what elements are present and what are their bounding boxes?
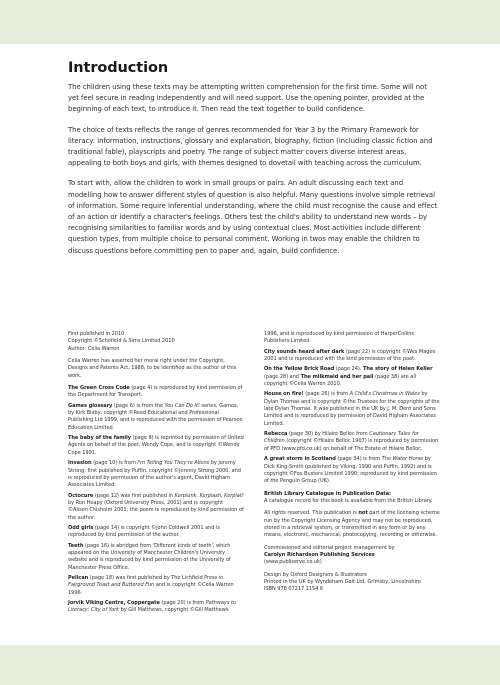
isbn: ISBN 978 07217 1154 6 (264, 586, 324, 593)
intro-paragraph-2: The choice of texts reflects the range of genres recommended for Year 3 by the Primary Framework for literacy: information, instructions, glossary and explanation, biography, fiction (including classic fiction and traditional fable), playscripts and poetry. The range of subject matter covers diverse interest areas, appealing to both boys and girls, with themes designed to dovetail with teaching across the curriculum. (68, 125, 433, 168)
acknowledgement-continued: 1996, and is reproduced by kind permission of HarperCollins Publishers Limited. (264, 331, 415, 345)
acknowledgement-text: (page 28) and (264, 373, 301, 380)
copyright-column-left (68, 331, 244, 618)
acknowledgement-text: (page 6) is from the (112, 402, 165, 409)
acknowledgement-source: Cautionary Tales for Children (264, 431, 419, 445)
acknowledgement-title: Rebecca (264, 431, 288, 438)
acknowledgement-text: (page 24), (334, 366, 363, 373)
acknowledgement-text: (page 18) was first published by The Lichfield Press in (88, 574, 224, 581)
commission-name: Carolyn Richardson Publishing Services (264, 551, 375, 558)
acknowledgement-title: Teeth (68, 542, 84, 549)
acknowledgement (68, 575, 244, 597)
acknowledgement (264, 391, 440, 428)
copyright-line: Copyright ©Schofield & Sims Limited 2010 (68, 338, 175, 345)
acknowledgement-text: (page 14) is copyright ©John Coldwell 2001 and is reproduced by kind permission of the author. (68, 524, 220, 539)
acknowledgement (264, 349, 440, 364)
acknowledgement-source: Kerplunk, Kerplash, Kerplat! (174, 492, 244, 499)
acknowledgement (68, 460, 244, 489)
acknowledgement (68, 385, 244, 400)
author-line: Author: Celia Warren (68, 345, 120, 352)
acknowledgement-source: A Child's Christmas in Wales (349, 391, 420, 398)
acknowledgement (68, 543, 244, 572)
acknowledgement-title: Jorvik Viking Centre, Coppergate (68, 600, 160, 606)
acknowledgement-title: Odd girls (68, 524, 94, 531)
catalogue-text: A catalogue record for this book is available from the British Library. (264, 497, 433, 504)
acknowledgement-title: The Green Cross Code (68, 385, 130, 392)
acknowledgement-title: The milkmaid and her pail (300, 373, 374, 380)
acknowledgement-title: A great storm in Scotland (264, 456, 336, 463)
acknowledgement-text: by Ron Heapy (Oxford University Press, 2001) and is copyright ©Alison Chisholm 2001; the poem is reproduced by kind permission of the author. (68, 499, 244, 521)
acknowledgement-text: by Gill Matthews, copyright ©Gill Matthews (119, 607, 229, 614)
acknowledgement-title: Games glossary (68, 402, 113, 409)
rights-text: All rights reserved. This publication is (264, 510, 359, 517)
introduction-section (68, 60, 438, 266)
acknowledgement-text: by Jeremy Strong, first published by Puffin, copyright ©Jeremy Strong 2000, and is reproduced by permission of the author's agent, David Higham Associates Limited. (68, 460, 241, 489)
acknowledgement-text: series, Games, by Kirk Bixby, copyright ©Reed Educational and Professional Publishing Ltd 1999, and is reproduced with the permission of Pearson Education Limited. (68, 402, 243, 431)
acknowledgement-text: (page 4) is reproduced by kind permission of the Department for Transport. (68, 385, 243, 399)
acknowledgement-text: (page 38) are all copyright ©Celia Warren 2010. (264, 373, 417, 388)
acknowledgement-text: and is copyright ©Celia Warren 1996. (68, 582, 234, 596)
top-color-band (0, 0, 500, 44)
bottom-color-band (0, 645, 500, 685)
acknowledgement-text: (page 8) is reprinted by permission of United Agents on behalf of the poet, Wendy Cope, and is copyright ©Wendy Cope 1991. (68, 435, 244, 456)
acknowledgement (264, 456, 440, 485)
acknowledgement-source: I'm Telling You They're Aliens (137, 460, 210, 467)
acknowledgement-title: The story of Helen Keller (362, 366, 433, 373)
copyright-section (68, 331, 440, 618)
acknowledgement-text: (page 12) was first published in (93, 492, 175, 499)
acknowledgement-source: You Can Do It! (164, 402, 200, 409)
acknowledgement-text: (page 22) is copyright ©Wes Magee 2001 and is reproduced with the kind permission of the poet. (264, 348, 436, 363)
acknowledgement-text: (page 20) is from (159, 600, 206, 606)
catalogue-heading: British Library Catalogue in Publication Data: (264, 490, 391, 497)
acknowledgement-text: (page 34) is from (335, 456, 382, 463)
publication-info (68, 331, 244, 353)
acknowledgement (68, 493, 244, 522)
project-management-info (264, 545, 440, 567)
acknowledgement (264, 366, 440, 388)
catalogue-info (264, 491, 440, 506)
acknowledgement-title: Invasion (68, 460, 92, 467)
acknowledgement-text: (page 26) is from (303, 391, 350, 398)
commission-website: (www.publiserve.co.uk) (264, 559, 322, 566)
acknowledgement-text: (page 10) is from (91, 460, 138, 467)
acknowledgement-source: Fairground Toast and Buttered Fun (68, 582, 155, 589)
acknowledgement-text: by Dick King-Smith (published by Viking, 1990 and Puffin, 1992) and is copyright ©Fox Busters Limited 1990; reproduced by kind permission of the Penguin Group (UK). (264, 456, 437, 485)
acknowledgement-text: by Dylan Thomas and is copyright ©the Trustees for the copyrights of the late Dylan Thomas. It was published in the UK by J. M. Dent and Sons Limited and is reproduced by permission of David Higham Associates Limited. (264, 391, 440, 427)
acknowledgement-source: Pathways to Literacy: City of York (68, 600, 236, 614)
acknowledgement-title: Octocure (68, 492, 94, 499)
acknowledgement-title: House on fire! (264, 391, 304, 398)
intro-paragraph-1: The children using these texts may be attempting written comprehension for the first time. Some will not yet feel secure in reading independently and will need support. Use the opening pointer, provided at the beginning of each text, to introduce it. Then read the text together to build confidence. (68, 83, 427, 114)
acknowledgement (264, 431, 440, 453)
acknowledgement-title: City sounds heard after dark (264, 348, 345, 355)
acknowledgement-text: (page 16) is abridged from 'Different kinds of teeth', which appeared on the University of Manchester Children's University website and is reproduced by kind permission of the University of Manchester Press Office. (68, 542, 231, 571)
printer-credit: Printed in the UK by Wyndeham Gait Ltd, Grimsby, Lincolnshire (264, 578, 421, 585)
copyright-column-right (264, 331, 440, 618)
acknowledgement (68, 525, 244, 540)
first-published: First published in 2010 (68, 331, 125, 337)
acknowledgement-title: Pelican (68, 574, 89, 581)
page-title: Introduction (68, 60, 169, 76)
design-credit: Design by Oxford Designers & Illustrators (264, 571, 367, 578)
acknowledgement-title: On the Yellow Brick Road (264, 366, 335, 373)
acknowledgement (68, 435, 244, 457)
rights-text: part of the licensing scheme run by the Copyright Licensing Agency and may not be reproduced, stored in a retrieval system, or transmitted in any form or by any means, electronic, mechanical, photocopying, recording or otherwise. (264, 510, 440, 539)
acknowledgement-text: (copyright ©Hilaire Belloc 1907) is reproduced by permission of PFD (www.pfd.co.uk) on behalf of The Estate of Hilaire Belloc. (264, 438, 439, 452)
acknowledgement (68, 403, 244, 432)
commission-line: Commissioned and editorial project management by (264, 544, 395, 551)
acknowledgement-text: (page 30) by Hilaire Belloc from (287, 431, 370, 438)
acknowledgement (68, 600, 244, 615)
intro-paragraph-3: To start with, allow the children to work in small groups or pairs. An adult discussing each text and modelling how to answer different styles of question is also helpful. Many questions involve simple retrieval of information. Some require inferential understanding, where the child must recognise the cause and effect of an action or identify a character's feelings. Others test the child's ability to understand new words – by recognising similarities to familiar words and by using contextual clues. Most activities include different question types, from multiple choice to personal comment. Working in twos may enable the children to discuss questions before committing pen to paper and, again, build confidence. (68, 179, 438, 255)
acknowledgement-title: The baby of the family (68, 435, 132, 442)
acknowledgement-source: The Water Horse (381, 456, 424, 463)
moral-rights-text: Celia Warren has asserted her moral right under the Copyright, Designs and Patents Act, 1988, to be identified as the author of this work. (68, 358, 237, 379)
rights-emphasis: not (358, 510, 368, 517)
rights-reserved-text (264, 510, 440, 539)
production-info (264, 572, 440, 594)
